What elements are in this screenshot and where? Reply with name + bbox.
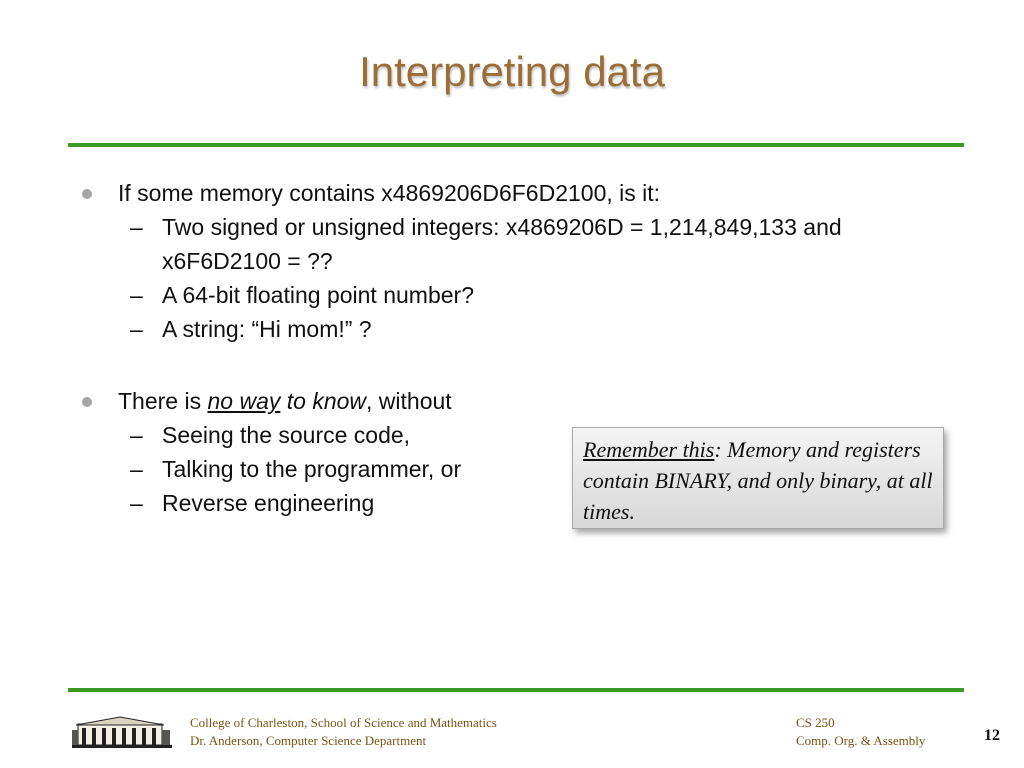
callout-body: : Memory and registers contain BINARY, and only binary, at all times. — [583, 437, 933, 524]
callout-box — [572, 427, 944, 529]
bullet-dot-icon — [82, 189, 92, 199]
footer-college: College of Charleston, School of Science and Mathematics — [190, 715, 497, 730]
footer-course — [796, 714, 925, 750]
dash-icon: – — [130, 422, 143, 448]
top-divider — [68, 143, 964, 147]
emphasis-to-know: to know — [280, 388, 367, 414]
dash-icon: – — [130, 316, 143, 342]
emphasis-no-way: no way — [207, 388, 281, 414]
sub-bullet-string — [82, 312, 962, 346]
footer-course-name: Comp. Org. & Assembly — [796, 733, 926, 748]
sub-bullet-text: Talking to the programmer, or — [162, 456, 462, 482]
footer-course-code: CS 250 — [796, 715, 835, 730]
bullet-dot-icon — [82, 397, 92, 407]
bullet-memory — [82, 176, 962, 210]
college-building-logo-icon — [72, 716, 172, 748]
bullet-suffix: , without — [366, 388, 452, 414]
footer-institution — [190, 714, 497, 750]
sub-bullet-text: Two signed or unsigned integers: x4869206D = 1,214,849,133 and x6F6D2100 = ?? — [162, 214, 842, 274]
sub-bullet-integers — [82, 210, 962, 278]
bottom-divider — [68, 688, 964, 692]
sub-bullet-float — [82, 278, 962, 312]
bullet-text: If some memory contains x4869206D6F6D2100, is it: — [118, 180, 661, 206]
sub-bullet-text: A string: “Hi mom!” ? — [162, 316, 372, 342]
page-number: 12 — [984, 727, 1000, 744]
bullet-no-way — [82, 384, 962, 418]
sub-bullet-text: A 64-bit floating point number? — [162, 282, 474, 308]
footer-department: Dr. Anderson, Computer Science Department — [190, 733, 427, 748]
slide-title: Interpreting data — [359, 48, 665, 95]
dash-icon: – — [130, 456, 143, 482]
bullet-prefix: There is — [118, 388, 208, 414]
dash-icon: – — [130, 490, 143, 516]
sub-bullet-text: Seeing the source code, — [162, 422, 411, 448]
dash-icon: – — [130, 282, 143, 308]
dash-icon: – — [130, 214, 143, 240]
callout-lead: Remember this — [583, 437, 715, 462]
sub-bullet-text: Reverse engineering — [162, 490, 375, 516]
